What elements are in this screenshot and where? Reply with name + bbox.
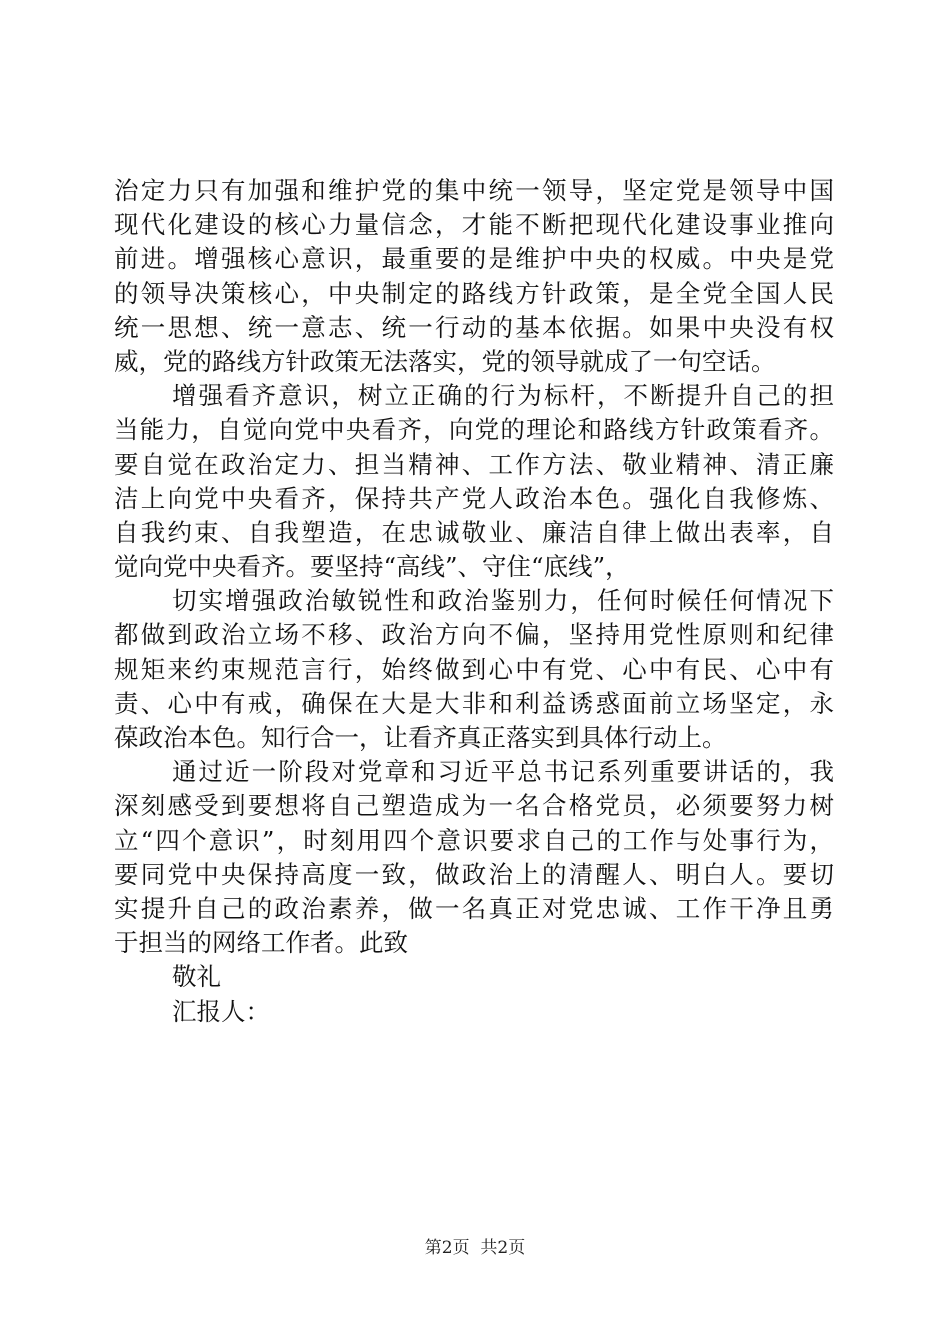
text-line: 实提升自己的政治素养，做一名真正对党忠诚、工作干净且勇: [114, 893, 834, 923]
reporter-signature-label: 汇报人：: [172, 996, 270, 1026]
paragraph-start-line: 切实增强政治敏锐性和政治鉴别力，任何时候任何情况下: [172, 586, 834, 616]
text-line: 当能力，自觉向党中央看齐，向党的理论和路线方针政策看齐。: [114, 415, 834, 445]
text-line: 现代化建设的核心力量信念，才能不断把现代化建设事业推向: [114, 210, 834, 240]
text-line: 前进。增强核心意识，最重要的是维护中央的权威。中央是党: [114, 244, 834, 274]
text-line: 葆政治本色。知行合一，让看齐真正落实到具体行动上。: [114, 723, 727, 752]
text-line: 觉向党中央看齐。要坚持“高线”、守住“底线”，: [114, 552, 630, 582]
document-body: [114, 174, 834, 1029]
text-line: 规矩来约束规范言行，始终做到心中有党、心中有民、心中有: [114, 654, 834, 684]
text-line: 都做到政治立场不移、政治方向不偏，坚持用党性原则和纪律: [114, 620, 834, 650]
text-line: 深刻感受到要想将自己塑造成为一名合格党员，必须要努力树: [114, 791, 834, 821]
text-line: 要自觉在政治定力、担当精神、工作方法、敬业精神、清正廉: [114, 449, 834, 479]
text-line: 洁上向党中央看齐，保持共产党人政治本色。强化自我修炼、: [114, 483, 834, 513]
paragraph-start-line: 通过近一阶段对党章和习近平总书记系列重要讲话的，我: [172, 757, 834, 787]
text-line: 要同党中央保持高度一致，做政治上的清醒人、明白人。要切: [114, 859, 834, 889]
text-line: 于担当的网络工作者。此致: [114, 928, 408, 958]
text-line: 威，党的路线方针政策无法落实，党的领导就成了一句空话。: [114, 346, 776, 376]
paragraph-start-line: 增强看齐意识，树立正确的行为标杆，不断提升自己的担: [172, 381, 834, 411]
text-line: 责、心中有戒，确保在大是大非和利益诱惑面前立场坚定，永: [114, 688, 834, 718]
text-line: 自我约束、自我塑造，在忠诚敬业、廉洁自律上做出表率，自: [114, 517, 834, 547]
text-line: 的领导决策核心，中央制定的路线方针政策，是全党全国人民: [114, 278, 834, 308]
page-number-footer: 第2页 共2页: [424, 1238, 526, 1258]
text-line: 治定力只有加强和维护党的集中统一领导，坚定党是领导中国: [114, 176, 834, 205]
closing-salutation: 敬礼: [172, 962, 221, 992]
text-line: 统一思想、统一意志、统一行动的基本依据。如果中央没有权: [114, 312, 834, 342]
text-line: 立“四个意识”，时刻用四个意识要求自己的工作与处事行为，: [114, 825, 834, 855]
